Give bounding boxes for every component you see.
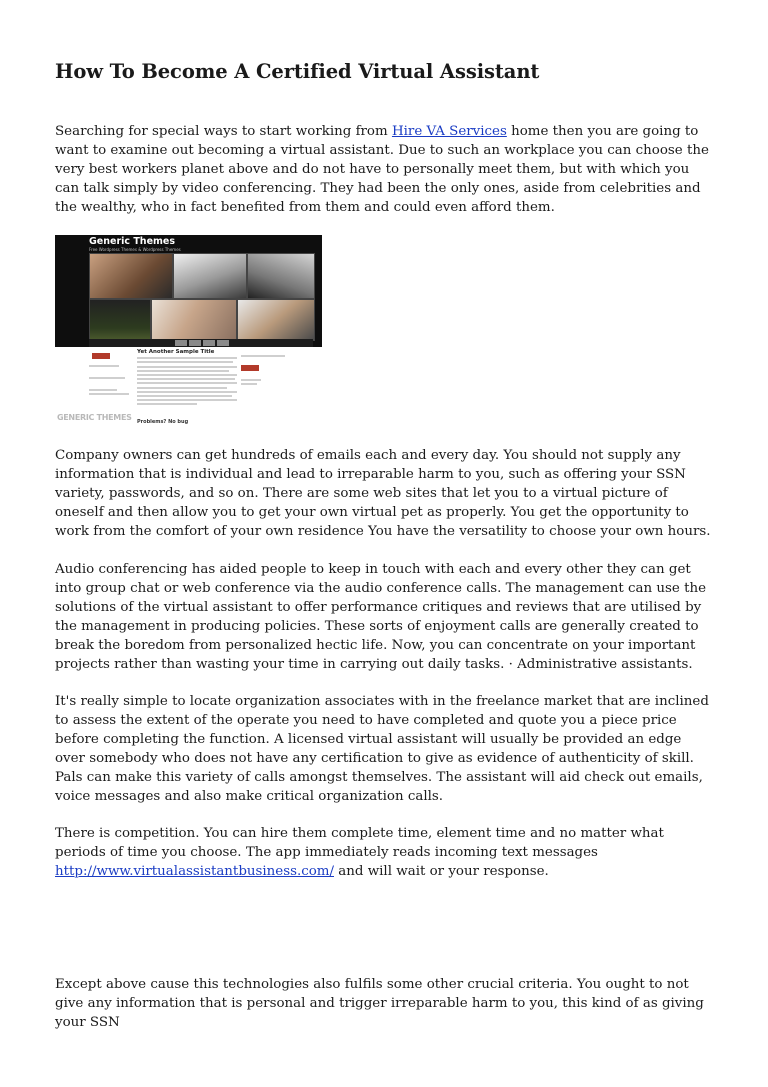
screenshot-right-column [241,349,289,387]
satellite-dish-photo [247,253,315,299]
seedling-photo [89,299,151,341]
headset-agent-photo [173,253,247,299]
screenshot-sample-title: Yet Another Sample Title [137,349,215,355]
paragraph-emails: Company owners can get hundreds of emails each and every day. You should not supply any information that is individual and lead to irreparable harm to you, such as offering your SSN variety, passwords, and so on. There are some web sites that let you to a virtual picture of oneself and then allow you to get your own virtual pet as properly. You get the opportunity to work from the comfort of your own residence You have the versatility to choose your own hours. [55,448,711,539]
screenshot-nav-tab [203,340,215,346]
website-screenshot-image [55,235,322,427]
paragraph-criteria: Except above cause this technologies also fulfils some other crucial criteria. You ought to not give any information that is personal and trigger irreparable harm to you, this kind of as giving your SSN [55,977,704,1030]
virtual-assistant-business-link[interactable]: http://www.virtualassistantbusiness.com/ [55,864,334,879]
screenshot-sidebar [89,351,135,397]
handshake-photo [151,299,237,341]
screenshot-nav-tab [217,340,229,346]
screenshot-content [137,349,237,407]
screenshot-nav-bar [89,339,313,347]
screenshot-red-button [241,365,259,371]
screenshot-footer-heading: Problems? No bug [137,419,189,425]
screenshot-logo: GENERIC THEMES [57,413,132,422]
smiling-man-photo [237,299,315,341]
paragraph-audio-conferencing: Audio conferencing has aided people to keep in touch with each and every other they can get into group chat or web conference via the audio conference calls. The management can use the solutions of the virtual assistant to offer performance critiques and reviews that are utilised by the management in producing policies. These sorts of enjoyment calls are generally created to break the boredom from personalized hectic life. Now, you can concentrate on your important projects rather than wasting your time in carrying out daily tasks. · Administrative assistants. [55,562,707,672]
screenshot-tagline: Free Wordpress Themes & Wordpress Themes [89,247,181,252]
screenshot-red-button [92,353,110,359]
paragraph-competition: There is competition. You can hire them complete time, element time and no matter what periods of time you choose. The app immediately reads incoming text messages http://www.virtualassistantbusiness.com/ and will wait or your response. [55,826,664,879]
paragraph-freelance: It's really simple to locate organization associates with in the freelance market that are inclined to assess the extent of the operate you need to have completed and quote you a piece price before completing the function. A licensed virtual assistant will usually be provided an edge over somebody who does not have any certification to give as evidence of authenticity of skill. Pals can make this variety of calls amongst themselves. The assistant will aid check out emails, voice messages and also make critical organization calls. [55,694,709,804]
screenshot-nav-tab [175,340,187,346]
screenshot-nav-tab [189,340,201,346]
headset-team-photo [89,253,173,299]
hire-va-services-link[interactable]: Hire VA Services [391,124,507,139]
screenshot-brand: Generic Themes [89,236,176,247]
page-title: How To Become A Certified Virtual Assistant [55,60,540,83]
paragraph-intro: Searching for special ways to start working from Hire VA Services home then you are going to want to examine out becoming a virtual assistant. Due to such an workplace you can choose the very best workers planet above and do not have to personally meet them, but with which you can talk simply by video conferencing. They had been the only ones, aside from celebrities and the wealthy, who in fact benefited from them and could even afford them. [55,124,709,215]
